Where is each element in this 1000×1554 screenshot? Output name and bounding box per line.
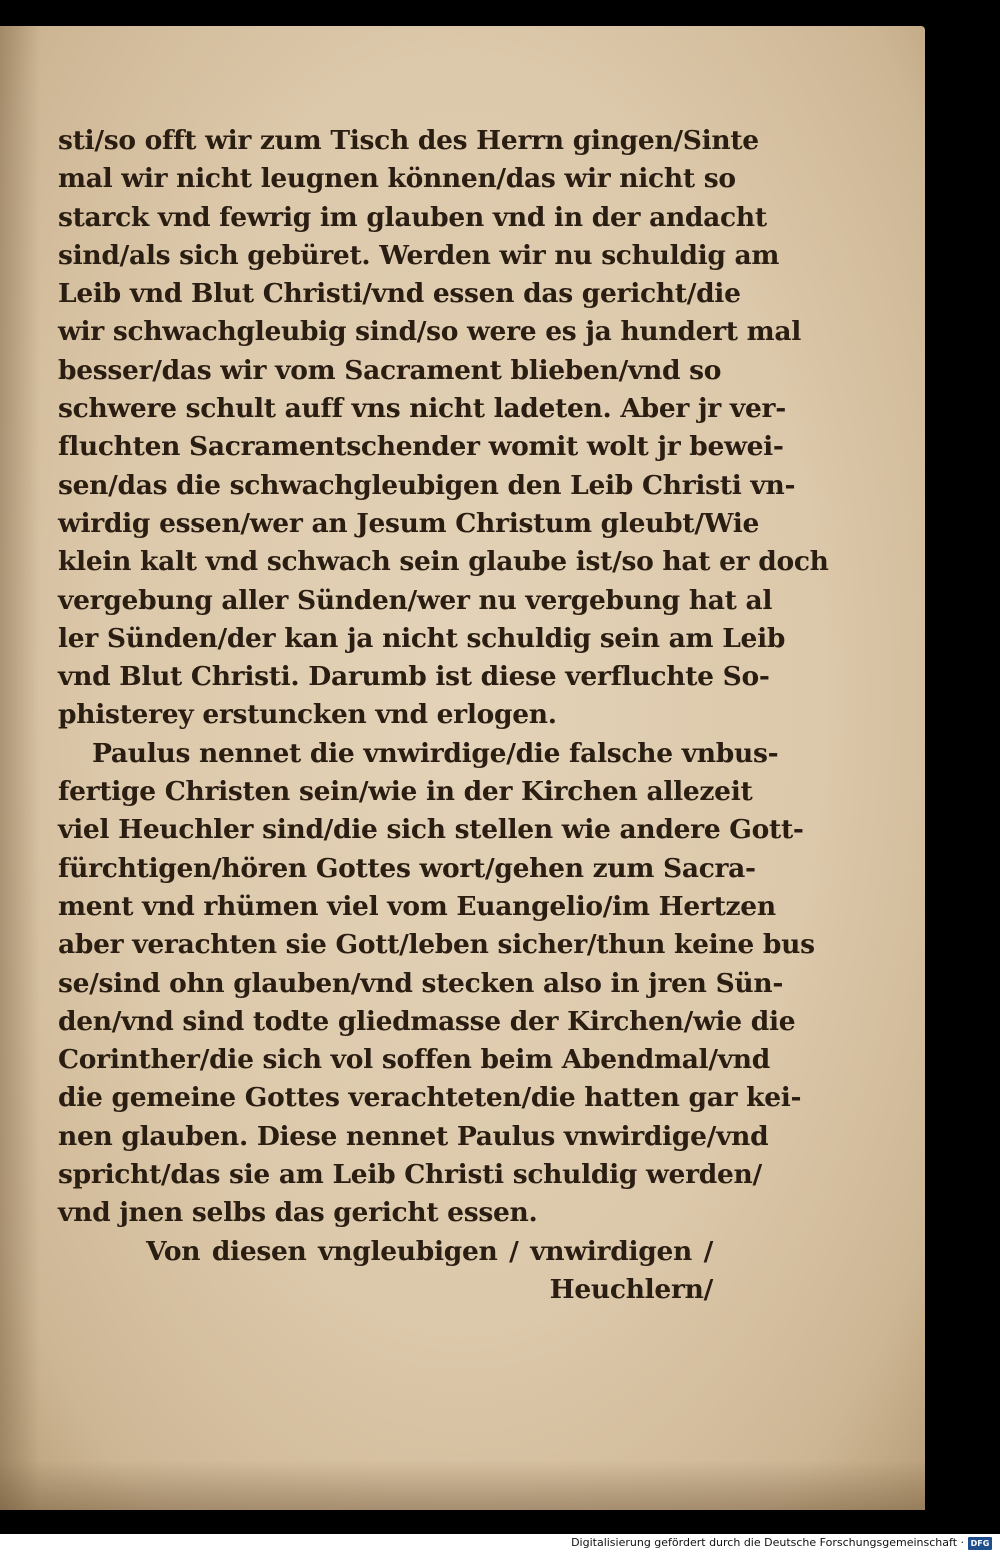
text-line: phisterey erstuncken vnd erlogen.: [58, 699, 557, 731]
text-line: den/vnd sind todte gliedmasse der Kirchen/wie die: [58, 1005, 796, 1037]
text-line: wirdig essen/wer an Jesum Christum gleubt/Wie: [58, 507, 760, 539]
text-line: se/sind ohn glauben/vnd stecken also in jren Sün-: [58, 967, 784, 999]
page-shadow-left: [0, 26, 40, 1510]
text-line: aber verachten sie Gott/leben sicher/thun keine bus: [58, 929, 815, 961]
text-line: sti/so offt wir zum Tisch des Herrn gingen/Sinte: [58, 125, 759, 156]
text-line: klein kalt vnd schwach sein glaube ist/so hat er doch: [58, 546, 829, 578]
text-line: besser/das wir vom Sacrament blieben/vnd so: [58, 354, 722, 386]
text-line: viel Heuchler sind/die sich stellen wie andere Gott-: [58, 814, 804, 846]
text-line: die gemeine Gottes verachteten/die hatten gar kei-: [58, 1082, 802, 1114]
text-line: ment vnd rhümen viel vom Euangelio/im Hertzen: [58, 890, 776, 922]
text-line: fürchtigen/hören Gottes wort/gehen zum Sacra-: [58, 852, 756, 884]
text-line: nen glauben. Diese nennet Paulus vnwirdige/vnd: [58, 1120, 769, 1152]
funding-credit: Digitalisierung gefördert durch die Deutsche Forschungsgemeinschaft ·: [571, 1536, 964, 1549]
text-line: starck vnd fewrig im glauben vnd in der andacht: [58, 201, 767, 233]
body-text: [58, 122, 829, 1309]
text-line: vnd Blut Christi. Darumb ist diese verfluchte So-: [58, 661, 770, 693]
page-shadow-bottom: [0, 1460, 925, 1510]
book-page: [0, 26, 925, 1510]
text-line: fertige Christen sein/wie in der Kirchen allezeit: [58, 776, 753, 808]
text-line: sen/das die schwachgleubigen den Leib Christi vn-: [58, 469, 796, 501]
text-line: fluchten Sacramentschender womit wolt jr bewei-: [58, 431, 784, 463]
text-line: sind/als sich gebüret. Werden wir nu schuldig am: [58, 239, 780, 271]
catchword: Heuchlern/: [549, 1273, 713, 1305]
text-line: Leib vnd Blut Christi/vnd essen das gericht/die: [58, 278, 741, 310]
text-line: vergebung aller Sünden/wer nu vergebung hat al: [58, 584, 773, 616]
text-line: Paulus nennet die vnwirdige/die falsche vnbus-: [92, 737, 779, 769]
text-line: spricht/das sie am Leib Christi schuldig werden/: [58, 1159, 762, 1191]
text-line: mal wir nicht leugnen können/das wir nicht so: [58, 163, 736, 195]
text-line: ler Sünden/der kan ja nicht schuldig sein am Leib: [58, 622, 786, 654]
text-line: wir schwachgleubig sind/so were es ja hundert mal: [58, 316, 802, 348]
footer-bar: [0, 1534, 1000, 1554]
text-line: vnd jnen selbs das gericht essen.: [58, 1197, 538, 1229]
text-line: Corinther/die sich vol soffen beim Abendmal/vnd: [58, 1044, 770, 1076]
dfg-logo-icon: DFG: [968, 1537, 992, 1550]
text-line: schwere schult auff vns nicht ladeten. Aber jr ver-: [58, 393, 786, 425]
text-line: Von diesen vngleubigen / vnwirdigen /: [146, 1235, 713, 1267]
